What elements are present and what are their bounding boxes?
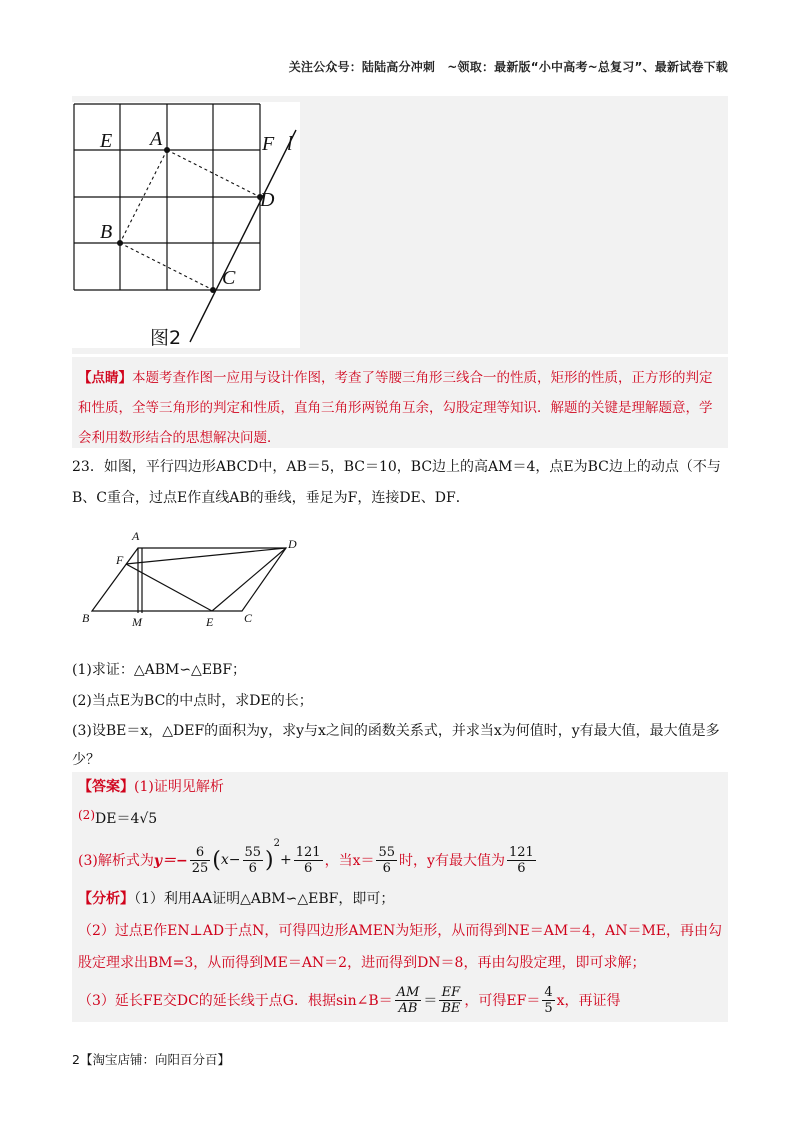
- answer-part3-mid: ，当x＝: [324, 853, 375, 869]
- fraction-55-6b: $\frac{55}{6}$: [378, 844, 396, 876]
- answer-tag: 【答案】: [78, 779, 134, 795]
- q23-label-E: E: [206, 615, 214, 628]
- analysis-part3a: （3）延长FE交DC的延长线于点G．根据sin∠B＝: [78, 993, 393, 1009]
- label-A: A: [150, 128, 163, 150]
- q23-label-D: D: [288, 537, 297, 551]
- fraction-55-6a: $\frac{55}{6}$: [244, 844, 262, 876]
- analysis-tag: 【分析】: [78, 891, 134, 907]
- figure2-caption: 图2: [150, 327, 182, 348]
- analysis-part3c: x，再证得: [556, 993, 621, 1009]
- question23-part1: (1)求证：△ABM∽△EBF；: [72, 662, 247, 678]
- question23-part3b: 少？: [72, 752, 100, 768]
- page-footer: 2【淘宝店铺：向阳百分百】: [72, 1052, 230, 1067]
- grid-figure: [72, 102, 300, 348]
- answer-block: [72, 772, 728, 1022]
- page-header: 关注公众号：陆陆高分冲刺 ~领取：最新版“小中高考~总复习”、最新试卷下载: [288, 60, 728, 74]
- label-C: C: [222, 267, 236, 289]
- q23-label-M: M: [132, 615, 142, 628]
- answer-part1: (1)证明见解析: [134, 779, 224, 795]
- question23-figure: [78, 528, 308, 628]
- figure2: [72, 102, 300, 348]
- analysis-line3: 股定理求出BM=3，从而得到ME＝AN＝2，进而得到DN＝8，再由勾股定理，即可求解；: [78, 955, 646, 971]
- q23-label-A: A: [132, 529, 140, 543]
- q23-label-F: F: [116, 553, 124, 567]
- answer-part2-prefix: (2): [78, 808, 95, 822]
- analysis-line1: [78, 888, 394, 908]
- analysis-line2: （2）过点E作EN⊥AD于点N，可得四边形AMEN为矩形，从而得到NE＝AM＝4，AN＝ME，再由勾: [78, 923, 722, 939]
- label-l: l: [287, 133, 293, 155]
- label-E: E: [100, 130, 113, 152]
- label-B: B: [100, 221, 113, 243]
- answer-line3: (3)解析式为 y＝− $\frac{6}{25}$ ( x − $\frac{55}{6}$ ) $^2$ + $\frac{121}{6}$ ，当x＝ $\frac{55}{6}$ 时，y有最大值为 $\frac{121}{6}$: [78, 838, 534, 876]
- fraction-EF-BE: $\frac{EF}{BE}$: [441, 984, 461, 1016]
- label-D: D: [260, 189, 275, 211]
- question23-line2: B、C重合，过点E作直线AB的垂线，垂足为F，连接DE、DF．: [72, 490, 470, 506]
- analysis-part1: （1）利用AA证明△ABM∽△EBF，即可；: [134, 891, 395, 907]
- dianjing-text: 本题考查作图一应用与设计作图，考查了等腰三角形三线合一的性质，矩形的性质，正方形的判定和性质，全等三角形的判定和性质，直角三角形两锐角互余，勾股定理等知识．解题的关键是理解题意，学会利用数形结合的思想解决问题．: [78, 370, 713, 446]
- dianjing-block: [72, 357, 728, 448]
- fraction-6-25: $\frac{6}{25}$: [191, 844, 209, 876]
- fraction-121-6a: $\frac{121}{6}$: [295, 844, 321, 876]
- q23-label-B: B: [82, 611, 90, 625]
- analysis-part3b: ，可得EF＝: [464, 993, 541, 1009]
- fraction-121-6b: $\frac{121}{6}$: [508, 844, 534, 876]
- question23-part3a: (3)设BE＝x，△DEF的面积为y，求y与x之间的函数关系式，并求当x为何值时，y有最大值，最大值是多: [72, 723, 720, 739]
- parallelogram-figure: [78, 528, 308, 628]
- answer-part3-expr: y＝−: [153, 853, 188, 869]
- question23-part2: (2)当点E为BC的中点时，求DE的长；: [72, 693, 313, 709]
- answer-line2: [78, 808, 157, 828]
- answer-part3-prefix: (3)解析式为: [78, 853, 154, 869]
- q23-label-C: C: [244, 611, 253, 625]
- question23-line1: 23．如图，平行四边形ABCD中，AB＝5，BC＝10，BC边上的高AM＝4，点E为BC边上的动点（不与: [72, 459, 721, 475]
- fraction-AM-AB: $\frac{AM}{AB}$: [396, 984, 420, 1016]
- answer-part2: DE＝4√5: [95, 811, 158, 827]
- dianjing-tag: 【点睛】: [78, 370, 132, 386]
- answer-line1: [78, 776, 224, 796]
- label-F: F: [262, 133, 275, 155]
- answer-part3-tail: 时，y有最大值为: [399, 853, 505, 869]
- analysis-line4: （3）延长FE交DC的延长线于点G．根据sin∠B＝ $\frac{AM}{AB}$ ＝ $\frac{EF}{BE}$ ，可得EF＝ $\frac{4}{5}$ x，再证得: [78, 984, 621, 1016]
- fraction-4-5: $\frac{4}{5}$: [544, 984, 553, 1016]
